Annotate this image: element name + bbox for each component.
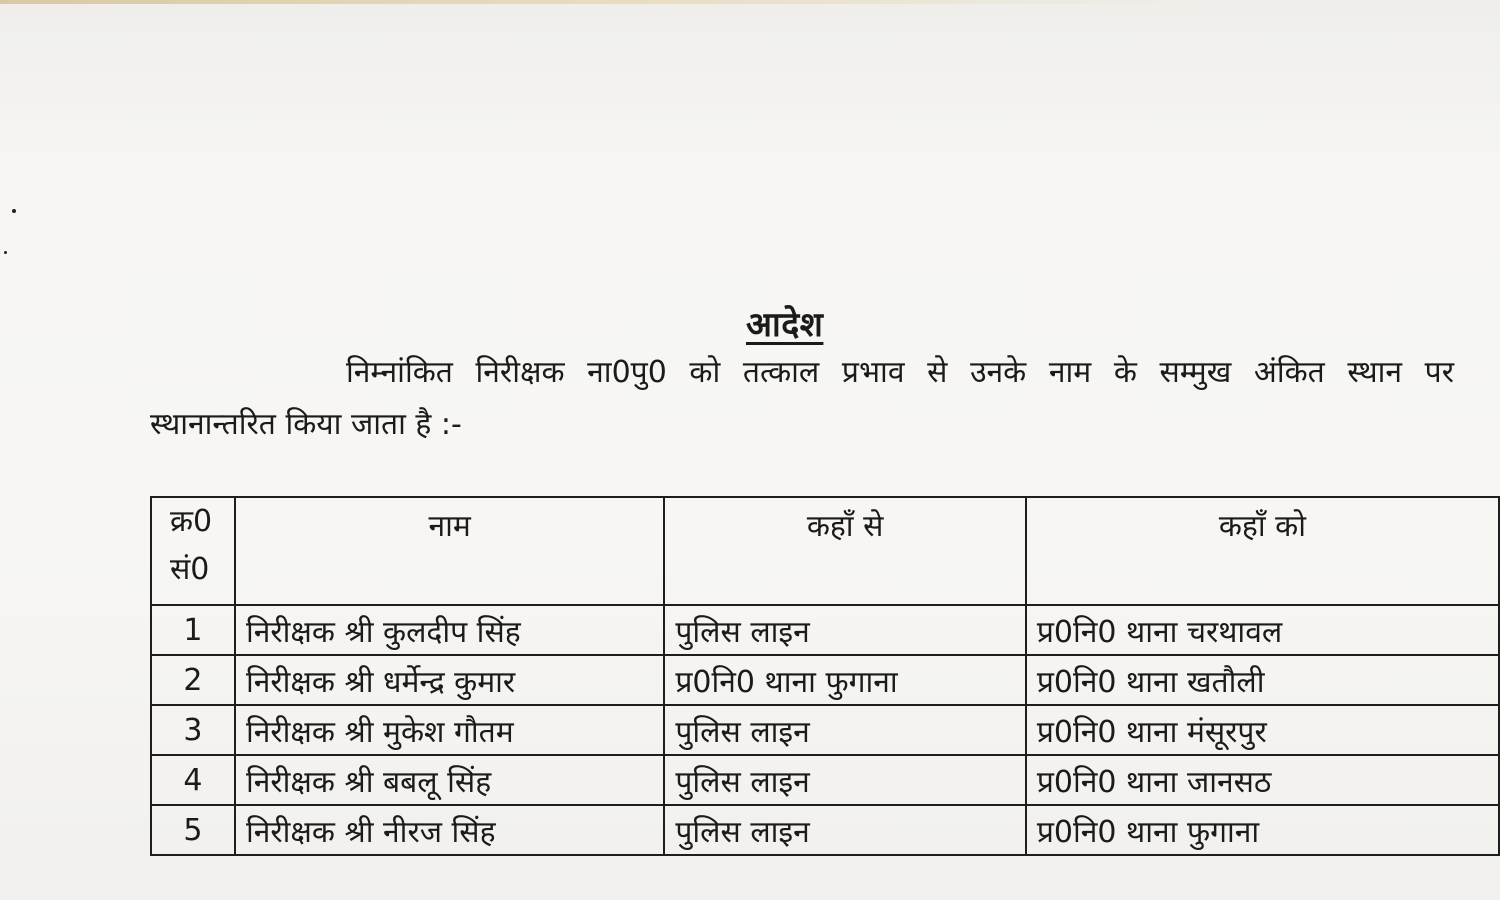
table-header-row xyxy=(151,497,1499,605)
order-title: आदेश xyxy=(746,305,824,345)
cell-from: प्र0नि0 थाना फुगाना xyxy=(664,655,1025,705)
cell-to: प्र0नि0 थाना फुगाना xyxy=(1026,805,1499,855)
order-paragraph-line1: निम्नांकित निरीक्षक ना0पु0 को तत्काल प्रभाव से उनके नाम के सम्मुख अंकित स्थान पर xyxy=(346,355,1454,390)
cell-to: प्र0नि0 थाना जानसठ xyxy=(1026,755,1499,805)
header-from: कहाँ से xyxy=(664,497,1025,605)
table-row xyxy=(151,655,1499,705)
header-to: कहाँ को xyxy=(1026,497,1499,605)
cell-serial: 2 xyxy=(151,655,235,705)
order-paragraph-line2: स्थानान्तरित किया जाता है :- xyxy=(150,407,462,442)
header-serial-line2: सं0 xyxy=(170,552,210,587)
cell-from: पुलिस लाइन xyxy=(664,705,1025,755)
cell-name: निरीक्षक श्री धर्मेन्द्र कुमार xyxy=(235,655,664,705)
transfer-table xyxy=(150,496,1500,856)
header-serial-line1: क्र0 xyxy=(170,504,213,539)
cell-serial: 1 xyxy=(151,605,235,655)
cell-serial: 5 xyxy=(151,805,235,855)
cell-from: पुलिस लाइन xyxy=(664,755,1025,805)
table-row xyxy=(151,805,1499,855)
table-row xyxy=(151,755,1499,805)
table-row xyxy=(151,605,1499,655)
cell-serial: 4 xyxy=(151,755,235,805)
header-name: नाम xyxy=(235,497,664,605)
cell-name: निरीक्षक श्री बबलू सिंह xyxy=(235,755,664,805)
cell-to: प्र0नि0 थाना चरथावल xyxy=(1026,605,1499,655)
cell-from: पुलिस लाइन xyxy=(664,805,1025,855)
paper-top-edge xyxy=(0,0,1500,4)
cell-from: पुलिस लाइन xyxy=(664,605,1025,655)
cell-to: प्र0नि0 थाना खतौली xyxy=(1026,655,1499,705)
header-serial xyxy=(151,497,235,605)
table-row xyxy=(151,705,1499,755)
cell-serial: 3 xyxy=(151,705,235,755)
cell-name: निरीक्षक श्री मुकेश गौतम xyxy=(235,705,664,755)
paper-speck xyxy=(4,251,7,254)
cell-name: निरीक्षक श्री कुलदीप सिंह xyxy=(235,605,664,655)
paper-speck xyxy=(12,209,16,213)
cell-to: प्र0नि0 थाना मंसूरपुर xyxy=(1026,705,1499,755)
cell-name: निरीक्षक श्री नीरज सिंह xyxy=(235,805,664,855)
